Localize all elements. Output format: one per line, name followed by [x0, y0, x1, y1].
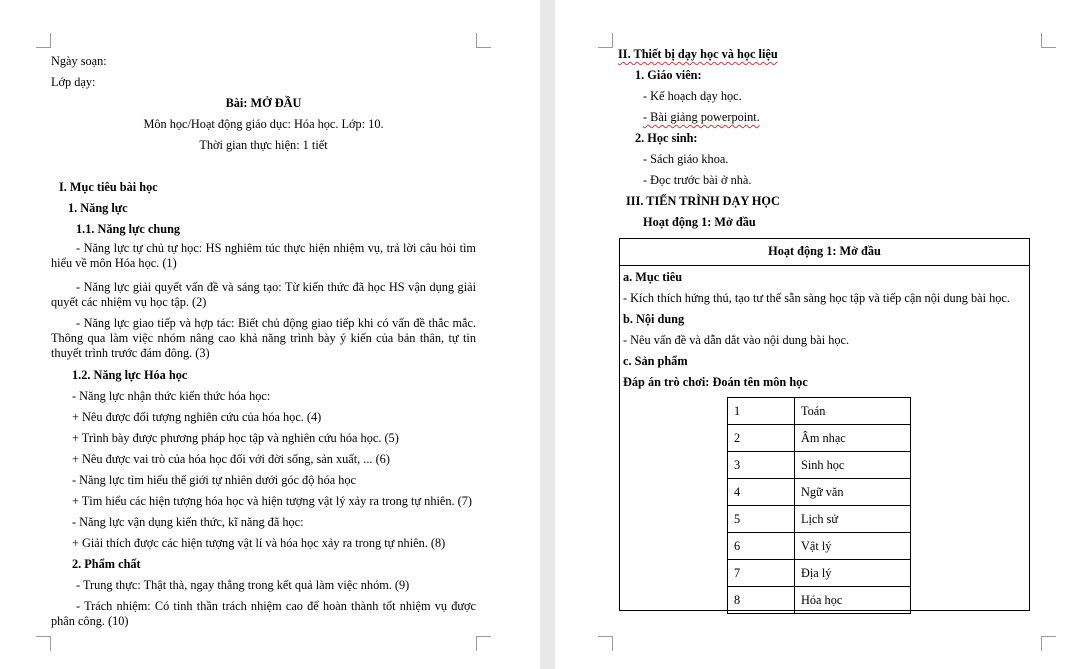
list-item-text: - Bài giảng powerpoint. — [643, 110, 760, 124]
list-item: + Trình bày được phương pháp học tập và nghiên cứu hóa học. (5) — [72, 431, 399, 445]
margin-corner-mark — [1041, 33, 1056, 48]
paragraph-problem-solving: - Năng lực giải quyết vấn đề và sáng tạo: Từ kiến thức đã học HS vận dụng giải quyết các nhiệm vụ học tập. (2) — [51, 280, 476, 309]
table-cell: 1 — [728, 398, 795, 425]
paragraph-responsibility: - Trách nhiệm: Có tinh thần trách nhiệm cao để hoàn thành tốt nhiệm vụ được phân công. (10) — [51, 599, 476, 628]
table-cell: 8 — [728, 587, 795, 614]
heading-teacher: 1. Giáo viên: — [635, 68, 702, 82]
paragraph-self-learning: - Năng lực tự chủ tự học: HS nghiêm túc thực hiện nhiệm vụ, trả lời câu hỏi tìm hiểu về môn Hóa học. (1) — [51, 241, 476, 270]
section-product: c. Sản phẩm — [623, 354, 688, 368]
table-cell: 3 — [728, 452, 795, 479]
list-item: - Sách giáo khoa. — [643, 152, 729, 166]
margin-corner-mark — [598, 33, 613, 48]
page-gap — [540, 0, 555, 669]
activity-box-header: Hoạt động 1: Mở đầu — [768, 244, 881, 258]
heading-activity-1: Hoạt động 1: Mở đầu — [643, 215, 756, 229]
subjects-table — [727, 397, 911, 614]
table-cell: Âm nhạc — [795, 425, 911, 452]
heading-competence: 1. Năng lực — [68, 201, 128, 215]
class-label: Lớp dạy: — [51, 75, 96, 89]
heading-objectives: I. Mục tiêu bài học — [59, 180, 158, 194]
heading-teaching-process: III. TIẾN TRÌNH DẠY HỌC — [626, 194, 780, 208]
heading-chemistry-competence: 1.2. Năng lực Hóa học — [72, 368, 188, 382]
list-item — [643, 110, 760, 125]
table-cell: 7 — [728, 560, 795, 587]
table-cell: Ngữ văn — [795, 479, 911, 506]
heading-qualities: 2. Phẩm chất — [72, 557, 141, 571]
table-row — [728, 587, 911, 614]
table-row — [728, 479, 911, 506]
section-objective: a. Mục tiêu — [623, 270, 683, 284]
margin-corner-mark — [476, 33, 491, 48]
table-cell: Toán — [795, 398, 911, 425]
list-item: + Nêu được vai trò của hóa học đối với đời sống, sản xuất, ... (6) — [72, 452, 390, 466]
section-content: b. Nội dung — [623, 312, 685, 326]
list-item: + Giải thích được các hiện tượng vật lí và hóa học xảy ra trong tự nhiên. (8) — [72, 536, 446, 550]
list-item: - Năng lực nhận thức kiến thức hóa học: — [72, 389, 271, 403]
paragraph-honesty: - Trung thực: Thật thà, ngay thẳng trong kết quả làm việc nhóm. (9) — [76, 578, 410, 592]
subject-line: Môn học/Hoạt động giáo dục: Hóa học. Lớp: 10. — [143, 117, 384, 131]
time-line: Thời gian thực hiện: 1 tiết — [199, 138, 328, 152]
table-cell: Hóa học — [795, 587, 911, 614]
margin-corner-mark — [36, 636, 51, 651]
margin-corner-mark — [476, 636, 491, 651]
activity-box — [619, 238, 1030, 611]
list-item: + Tìm hiểu các hiện tượng hóa học và hiện tượng vật lý xảy ra trong tự nhiên. (7) — [72, 494, 472, 508]
objective-text: - Kích thích hứng thú, tạo tư thế sẵn sàng học tập và tiếp cận nội dung bài học. — [623, 291, 1010, 305]
document-page-right — [555, 0, 1068, 669]
heading-student: 2. Học sinh: — [635, 131, 698, 145]
table-row — [728, 506, 911, 533]
table-row — [728, 560, 911, 587]
list-item: + Nêu được đối tượng nghiên cứu của hóa học. (4) — [72, 410, 322, 424]
paragraph-communication: - Năng lực giao tiếp và hợp tác: Biết chủ động giao tiếp khi có vấn đề thắc mắc. Thông qua làm việc nhóm nâng cao khả năng trình bày ý kiến của bản thân, tự tin thuyết trình trước đám đông. (3) — [51, 316, 476, 360]
table-cell: 6 — [728, 533, 795, 560]
heading-general-competence: 1.1. Năng lực chung — [76, 222, 181, 236]
table-cell: Vật lý — [795, 533, 911, 560]
table-cell: Sinh học — [795, 452, 911, 479]
table-row — [728, 398, 911, 425]
table-cell: Lịch sử — [795, 506, 911, 533]
list-item: - Năng lực tìm hiểu thế giới tự nhiên dưới góc độ hóa học — [72, 473, 357, 487]
list-item: - Kế hoạch dạy học. — [643, 89, 742, 103]
list-item: - Đọc trước bài ở nhà. — [643, 173, 752, 187]
table-row — [728, 533, 911, 560]
heading-equipment-text: II. Thiết bị dạy học và học liệu — [618, 47, 778, 61]
heading-equipment — [618, 47, 778, 62]
table-cell: Địa lý — [795, 560, 911, 587]
prep-date-label: Ngày soạn: — [51, 54, 107, 68]
margin-corner-mark — [1041, 636, 1056, 651]
margin-corner-mark — [598, 636, 613, 651]
list-item: - Năng lực vận dụng kiến thức, kĩ năng đã học: — [72, 515, 304, 529]
answer-title: Đáp án trò chơi: Đoán tên môn học — [623, 375, 808, 389]
table-cell: 5 — [728, 506, 795, 533]
table-cell: 2 — [728, 425, 795, 452]
table-cell: 4 — [728, 479, 795, 506]
table-row — [728, 425, 911, 452]
table-row — [728, 452, 911, 479]
margin-corner-mark — [36, 33, 51, 48]
lesson-title: Bài: MỞ ĐẦU — [225, 96, 302, 110]
divider — [620, 265, 1029, 266]
content-text: - Nêu vấn đề và dẫn dắt vào nội dung bài học. — [623, 333, 850, 347]
